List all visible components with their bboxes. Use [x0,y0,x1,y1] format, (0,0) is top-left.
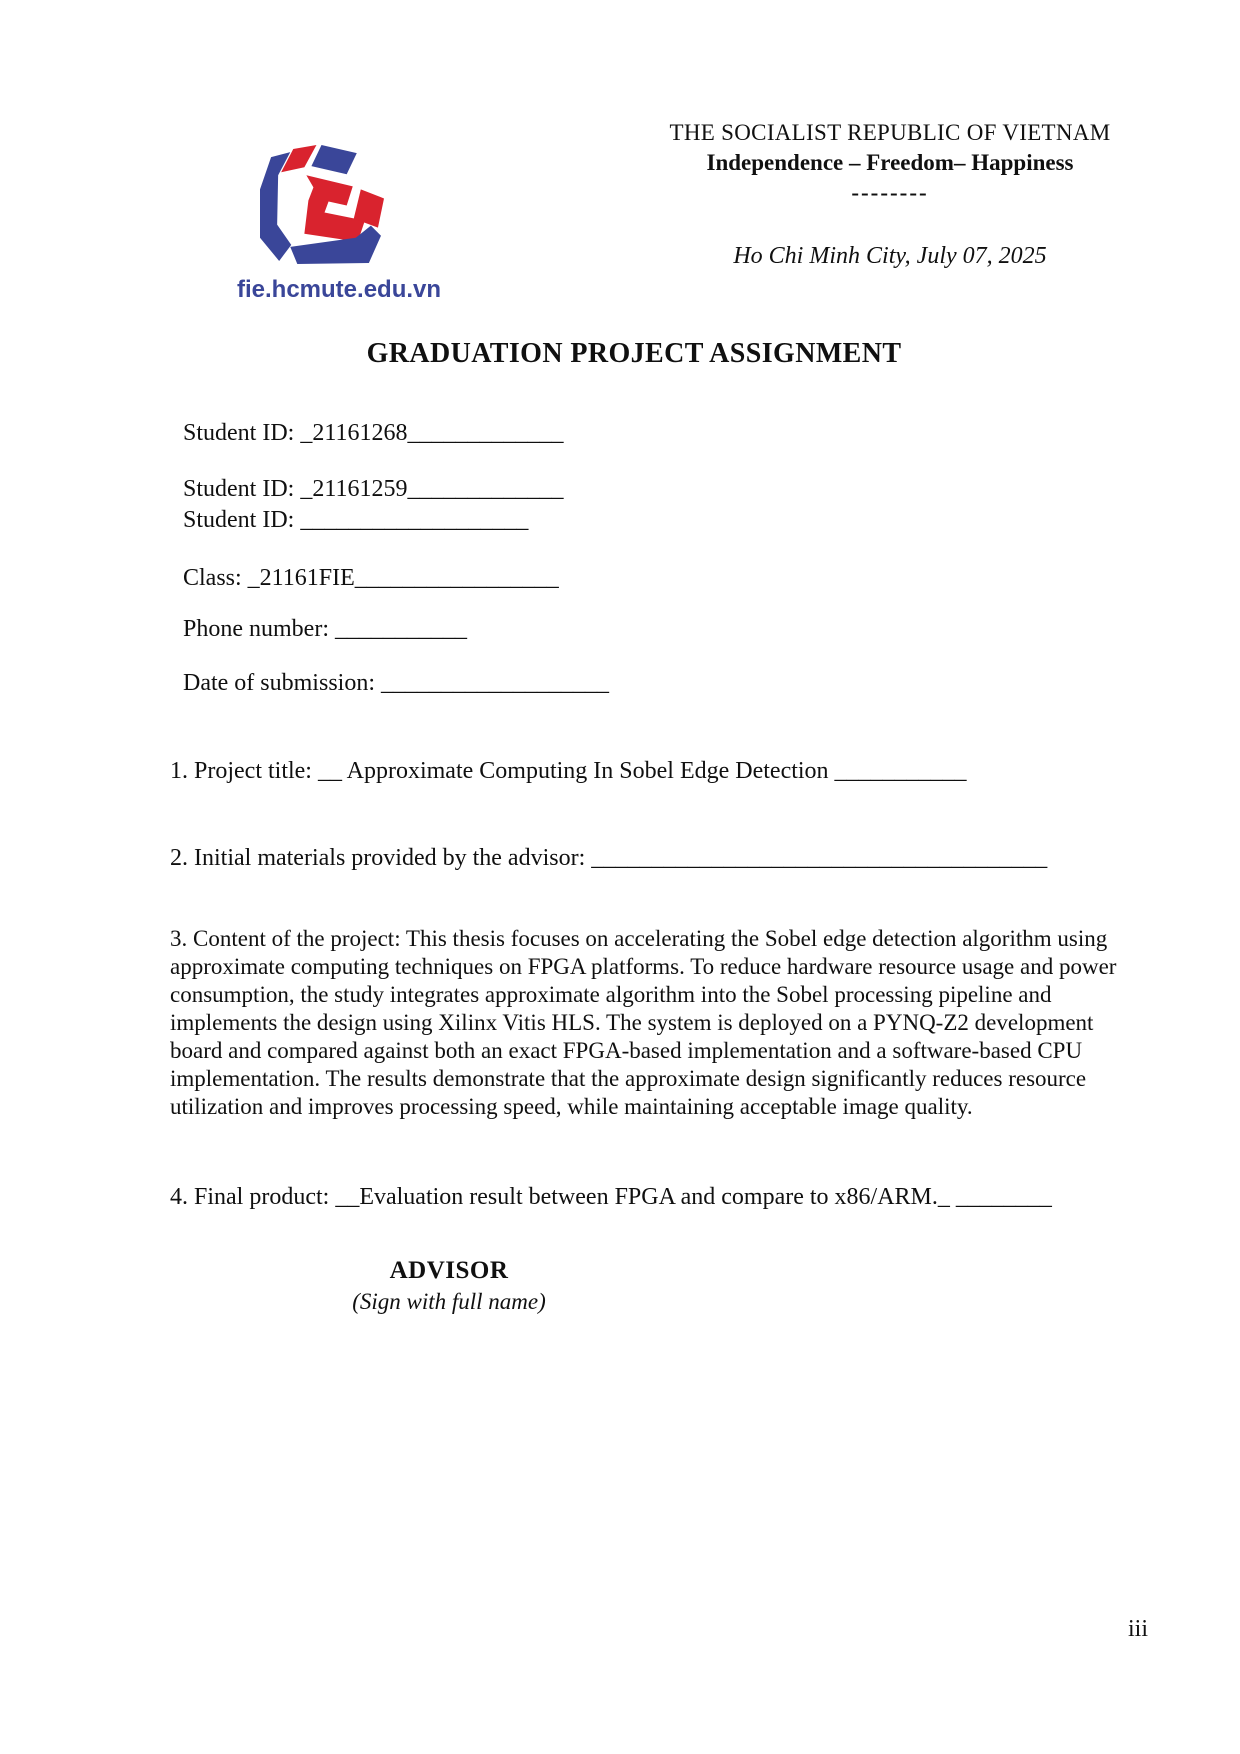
phone-number-line: Phone number: ___________ [183,616,467,642]
advisor-sign-note: (Sign with full name) [352,1289,546,1314]
header-dateline: Ho Chi Minh City, July 07, 2025 [733,243,1047,269]
header-separator: -------- [851,180,929,205]
fie-hcmute-logo-icon [260,143,384,267]
content-paragraph: 3. Content of the project: This thesis focuses on accelerating the Sobel edge detection algorithm using approximate computing techniques on FPGA platforms. To reduce hardware resource usage and power consumption, the study integrates approximate algorithm into the Sobel processing pipeline and implements the design using Xilinx Vitis HLS. The system is deployed on a PYNQ-Z2 development board and compared against both an exact FPGA-based implementation and a software-based CPU implementation. The results demonstrate that the approximate design significantly reduces resource utilization and improves processing speed, while maintaining acceptable image quality. [170,926,1117,1119]
class-line: Class: _21161FIE_________________ [183,565,559,591]
student-id-line-3: Student ID: ___________________ [183,507,529,533]
page-number: iii [1128,1616,1149,1642]
header-country-line: THE SOCIALIST REPUBLIC OF VIETNAM [669,120,1111,145]
student-id-line-1: Student ID: _21161268_____________ [183,420,564,446]
logo-caption: fie.hcmute.edu.vn [237,276,442,303]
date-of-submission-line: Date of submission: ___________________ [183,670,609,696]
logo-top-blue-bar [311,145,356,174]
document-title: GRADUATION PROJECT ASSIGNMENT [366,338,902,369]
student-id-line-2: Student ID: _21161259_____________ [183,476,564,502]
logo-red-c [304,175,364,242]
final-product-line: 4. Final product: __Evaluation result between FPGA and compare to x86/ARM._ ________ [170,1184,1052,1210]
initial-materials-line: 2. Initial materials provided by the advisor: ______________________________________ [170,845,1048,871]
advisor-heading: ADVISOR [389,1257,509,1284]
project-title-line: 1. Project title: __ Approximate Computing In Sobel Edge Detection ___________ [170,758,967,784]
header-motto-line: Independence – Freedom– Happiness [706,150,1074,175]
